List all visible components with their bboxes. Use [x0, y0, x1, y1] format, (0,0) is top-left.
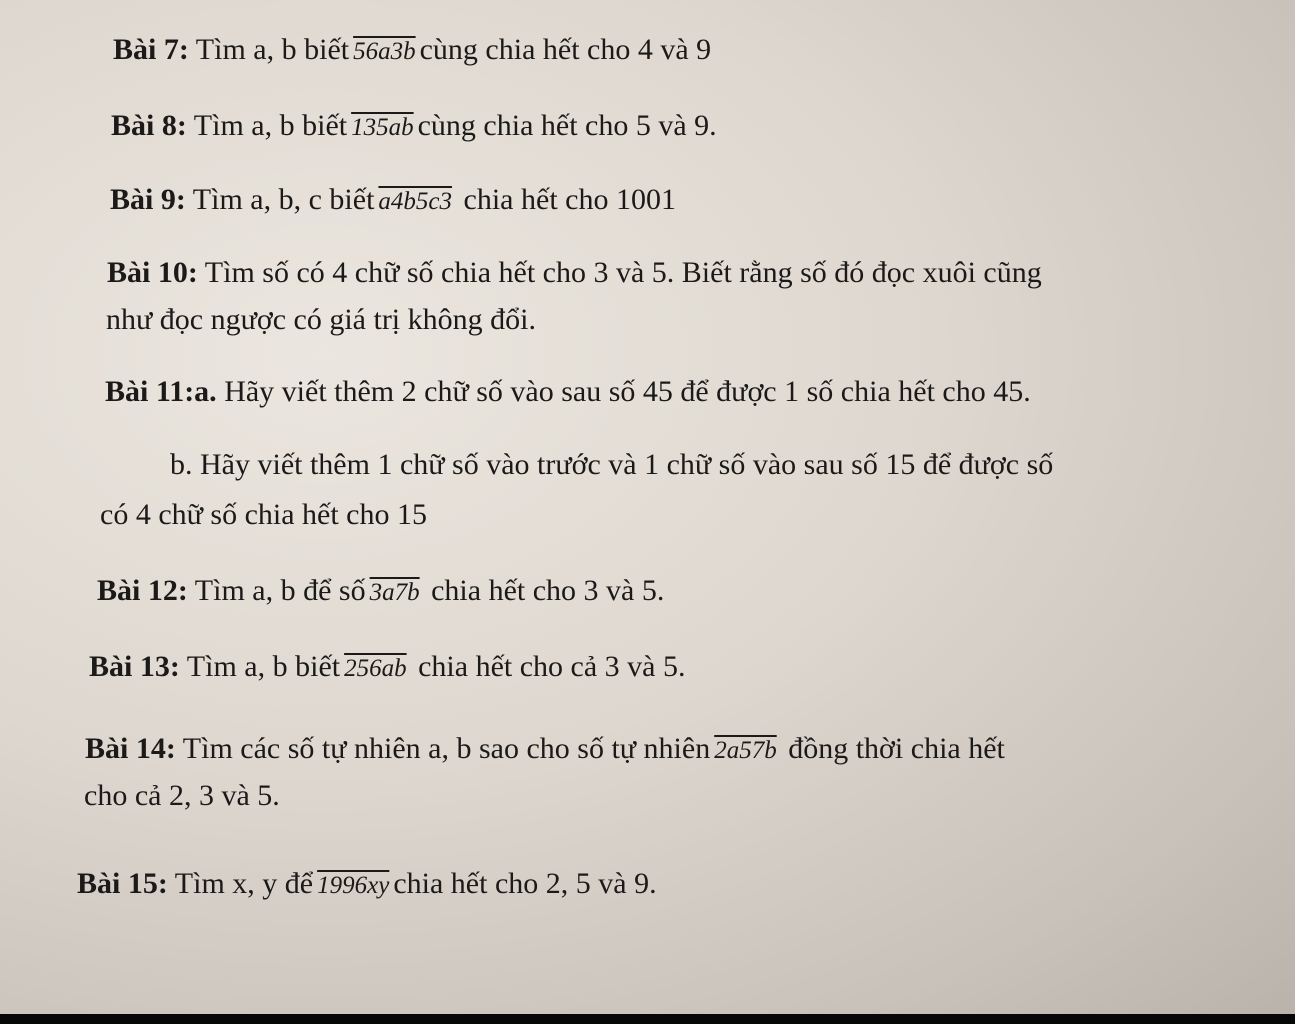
problem-9: [110, 182, 676, 220]
problem-text: Tìm các số tự nhiên a, b sao cho số tự nhiên: [175, 732, 711, 765]
problem-text: Hãy viết thêm 2 chữ số vào sau số 45 để được 1 số chia hết cho 45.: [216, 375, 1031, 408]
problem-text: Tìm x, y để: [167, 867, 314, 900]
problem-text: cho cả 2, 3 và 5.: [84, 779, 280, 812]
problem-text: cùng chia hết cho 4 và 9: [419, 33, 712, 66]
problem-11a: [105, 374, 1031, 410]
problem-8: [111, 108, 717, 146]
problem-label: Bài 7:: [113, 33, 189, 66]
problem-13: [89, 649, 686, 687]
problem-text: b. Hãy viết thêm 1 chữ số vào trước và 1 chữ số vào sau số 15 để được số: [170, 448, 1054, 481]
problem-14-line-2: [84, 778, 280, 814]
problem-text: đồng thời chia hết: [780, 732, 1005, 765]
problem-text: có 4 chữ số chia hết cho 15: [100, 498, 427, 531]
problem-text: chia hết cho cả 3 và 5.: [410, 650, 686, 683]
problem-15: [77, 866, 657, 904]
overlined-number: 256ab: [344, 655, 407, 682]
problem-text: chia hết cho 1001: [456, 183, 676, 216]
problem-label: Bài 9:: [110, 183, 186, 216]
overlined-number: 135ab: [351, 114, 414, 141]
problem-label: Bài 11:a.: [105, 375, 217, 408]
overlined-number: 2a57b: [714, 737, 777, 764]
problem-text: chia hết cho 3 và 5.: [423, 574, 665, 607]
overlined-number: 3a7b: [369, 579, 420, 606]
problem-12: [97, 573, 664, 611]
problem-label: Bài 15:: [77, 867, 168, 900]
problem-10-line-1: [107, 255, 1042, 291]
problem-text: Tìm a, b biết: [186, 109, 348, 142]
problem-text: Tìm a, b, c biết: [185, 183, 375, 216]
problem-label: Bài 8:: [111, 109, 187, 142]
problem-label: Bài 14:: [85, 732, 176, 765]
problem-label: Bài 13:: [89, 650, 180, 683]
problem-7: [113, 32, 711, 70]
problem-label: Bài 12:: [97, 574, 188, 607]
problem-text: Tìm a, b biết: [179, 650, 341, 683]
problem-11b-line-2: [100, 497, 427, 533]
problem-14-line-1: [85, 731, 1005, 769]
problem-text: Tìm a, b biết: [188, 33, 350, 66]
problem-text: như đọc ngược có giá trị không đổi.: [106, 303, 536, 336]
problem-10-line-2: [106, 302, 536, 338]
problem-text: cùng chia hết cho 5 và 9.: [417, 109, 717, 142]
bottom-border: [0, 1014, 1295, 1024]
overlined-number: 1996xy: [317, 872, 390, 899]
overlined-number: a4b5c3: [378, 188, 453, 215]
problem-text: chia hết cho 2, 5 và 9.: [393, 867, 657, 900]
problem-11b-line-1: [170, 447, 1053, 483]
problem-label: Bài 10:: [107, 256, 198, 289]
problem-text: Tìm a, b để số: [187, 574, 366, 607]
problem-text: Tìm số có 4 chữ số chia hết cho 3 và 5. Biết rằng số đó đọc xuôi cũng: [197, 256, 1042, 289]
overlined-number: 56a3b: [353, 38, 416, 65]
